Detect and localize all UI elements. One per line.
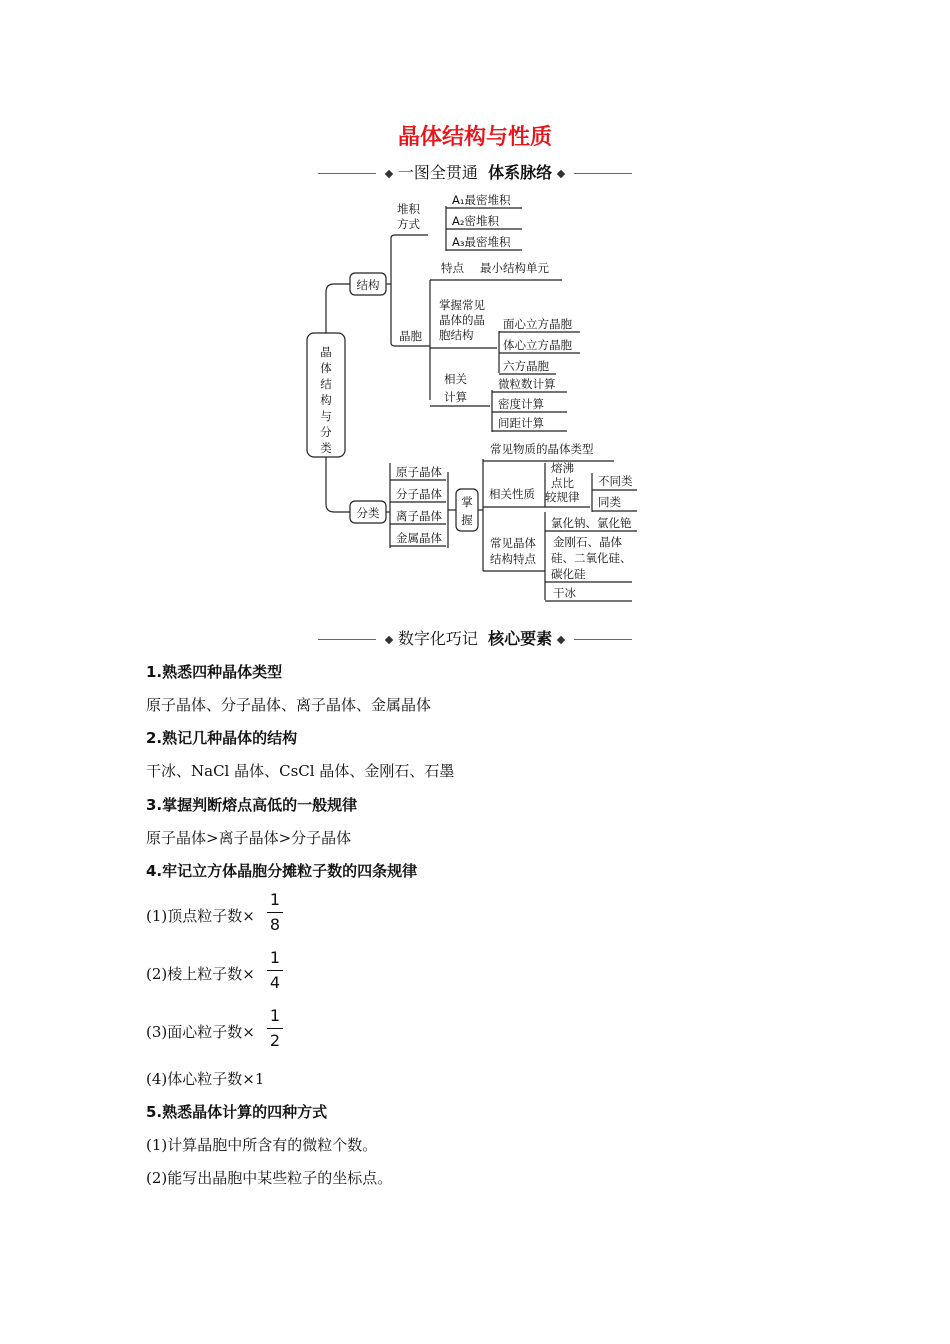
svg-text:晶: 晶 — [320, 345, 332, 359]
point-heading: 1.熟悉四种晶体类型 — [146, 663, 283, 681]
cell-type-item: 六方晶胞 — [503, 359, 549, 373]
stacking-item: A₂密堆积 — [452, 214, 499, 228]
svg-text:与: 与 — [320, 409, 332, 423]
common-types-label: 常见物质的晶体类型 — [490, 442, 594, 456]
point-body: (2)能写出晶胞中某些粒子的坐标点。 — [146, 1169, 393, 1187]
svg-text:体: 体 — [320, 361, 332, 375]
feature-value: 最小结构单元 — [480, 261, 549, 275]
calc-item: 密度计算 — [498, 397, 544, 411]
page-title: 晶体结构与性质 — [397, 125, 552, 150]
banner-bold: 核心要素 — [488, 629, 553, 648]
master-label: 握 — [461, 513, 473, 527]
point-heading: 2.熟记几种晶体的结构 — [146, 729, 298, 747]
diamond-icon — [385, 635, 393, 643]
fraction: 1 8 — [267, 890, 283, 935]
mindmap-diagram — [0, 0, 950, 620]
feature-label: 特点 — [441, 261, 464, 275]
stacking-item: A₁最密堆积 — [452, 193, 511, 207]
mindmap-root-label — [320, 345, 332, 455]
connector-to-stacking — [391, 235, 428, 238]
feature-item: 硅、二氧化硅、 — [551, 551, 632, 565]
rule-item-edge: (2)棱上粒子数× — [146, 965, 255, 983]
svg-text:构: 构 — [320, 393, 332, 407]
stacking-label-1: 堆积 — [397, 202, 420, 216]
related-calc-label: 相关 — [444, 372, 467, 386]
banner-rule-right — [574, 639, 632, 640]
banner-plain: 一图全贯通 — [397, 163, 478, 182]
cell-type-item: 体心立方晶胞 — [503, 338, 572, 352]
svg-text:类: 类 — [320, 441, 332, 455]
point-body: 原子晶体>离子晶体>分子晶体 — [146, 829, 352, 847]
crystal-type-item: 离子晶体 — [396, 509, 442, 523]
cell-type-item: 面心立方晶胞 — [503, 317, 572, 331]
svg-text:结: 结 — [320, 377, 332, 391]
feature-item: 氯化钠、氯化铯 — [551, 516, 632, 530]
master-common-label: 掌握常见 — [439, 298, 485, 312]
banner-plain: 数字化巧记 — [397, 629, 478, 648]
melting-label: 点比 — [551, 476, 574, 490]
common-features-label: 结构特点 — [490, 552, 536, 566]
related-calc-label: 计算 — [444, 390, 467, 404]
rule-item-body: (4)体心粒子数×1 — [146, 1070, 265, 1088]
master-label: 掌 — [461, 495, 473, 509]
master-common-label: 胞结构 — [439, 328, 474, 342]
feature-item: 碳化硅 — [551, 567, 586, 581]
related-props-label: 相关性质 — [489, 487, 535, 501]
svg-text:分: 分 — [320, 425, 332, 439]
feature-item: 金刚石、晶体 — [553, 535, 622, 549]
banner-rule-left — [318, 639, 376, 640]
crystal-type-item: 原子晶体 — [396, 465, 442, 479]
point-heading: 4.牢记立方体晶胞分摊粒子数的四条规律 — [146, 862, 418, 880]
crystal-type-item: 分子晶体 — [396, 487, 442, 501]
melting-item: 不同类 — [598, 474, 633, 488]
fraction: 1 4 — [267, 948, 283, 993]
calc-item: 微粒数计算 — [498, 377, 556, 391]
calc-item: 间距计算 — [498, 416, 544, 430]
crystal-type-item: 金属晶体 — [396, 531, 442, 545]
stacking-item: A₃最密堆积 — [452, 235, 511, 249]
rule-item-vertex: (1)顶点粒子数× — [146, 907, 255, 925]
melting-label: 熔沸 — [551, 461, 574, 475]
connector-to-cell — [391, 343, 430, 346]
fraction: 1 2 — [267, 1006, 283, 1051]
master-common-label: 晶体的晶 — [439, 313, 485, 327]
classify-label: 分类 — [356, 506, 380, 520]
banner-bold: 体系脉络 — [488, 163, 553, 182]
point-body: 原子晶体、分子晶体、离子晶体、金属晶体 — [146, 696, 432, 714]
connector-root-classify — [326, 457, 350, 512]
rule-item-face: (3)面心粒子数× — [146, 1023, 255, 1041]
point-heading: 3.掌握判断熔点高低的一般规律 — [146, 796, 358, 814]
point-body: 干冰、NaCl 晶体、CsCl 晶体、金刚石、石墨 — [146, 762, 455, 780]
stacking-label-2: 方式 — [397, 217, 420, 231]
connector-root-structure — [326, 284, 350, 333]
structure-label: 结构 — [356, 278, 380, 292]
point-body: (1)计算晶胞中所含有的微粒个数。 — [146, 1136, 378, 1154]
melting-item: 同类 — [598, 495, 621, 509]
melting-label: 较规律 — [545, 490, 580, 504]
section-banner-core — [0, 626, 950, 649]
cell-label: 晶胞 — [399, 329, 422, 343]
common-features-label: 常见晶体 — [490, 536, 536, 550]
diamond-icon — [557, 635, 565, 643]
point-heading: 5.熟悉晶体计算的四种方式 — [146, 1103, 328, 1121]
feature-item: 干冰 — [553, 586, 576, 600]
